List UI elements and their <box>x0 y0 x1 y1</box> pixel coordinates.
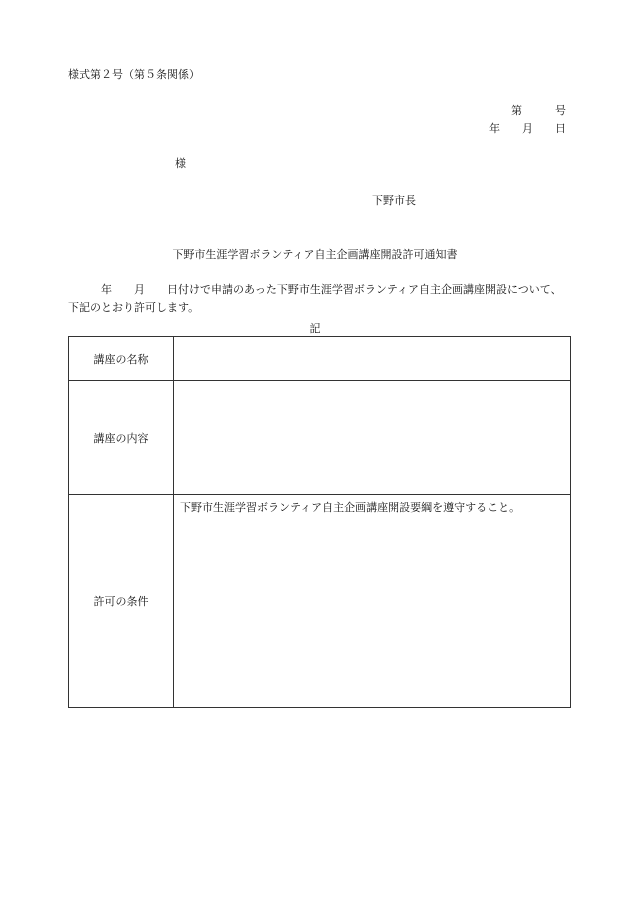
course-content-value <box>174 381 571 495</box>
reference-number: 第 号 <box>511 104 566 117</box>
table-row-course-name <box>69 337 571 381</box>
form-number: 様式第２号（第５条関係） <box>68 68 200 81</box>
ki-heading: 記 <box>309 322 321 335</box>
table-row-conditions <box>69 495 571 708</box>
addressee: 様 <box>175 157 186 170</box>
course-content-label: 講座の内容 <box>69 381 174 495</box>
detail-table <box>68 336 571 708</box>
document-title: 下野市生涯学習ボランティア自主企画講座開設許可通知書 <box>172 248 458 261</box>
table-row-course-content <box>69 381 571 495</box>
issue-date: 年 月 日 <box>489 122 566 135</box>
course-name-value <box>174 337 571 381</box>
issuer: 下野市長 <box>372 194 416 207</box>
course-name-label: 講座の名称 <box>69 337 174 381</box>
conditions-label: 許可の条件 <box>69 495 174 708</box>
conditions-value: 下野市生涯学習ボランティア自主企画講座開設要綱を遵守すること。 <box>174 495 571 708</box>
body-text: 年 月 日付けで申請のあった下野市生涯学習ボランティア自主企画講座開設について、下記のとおり許可します。 <box>68 283 562 314</box>
